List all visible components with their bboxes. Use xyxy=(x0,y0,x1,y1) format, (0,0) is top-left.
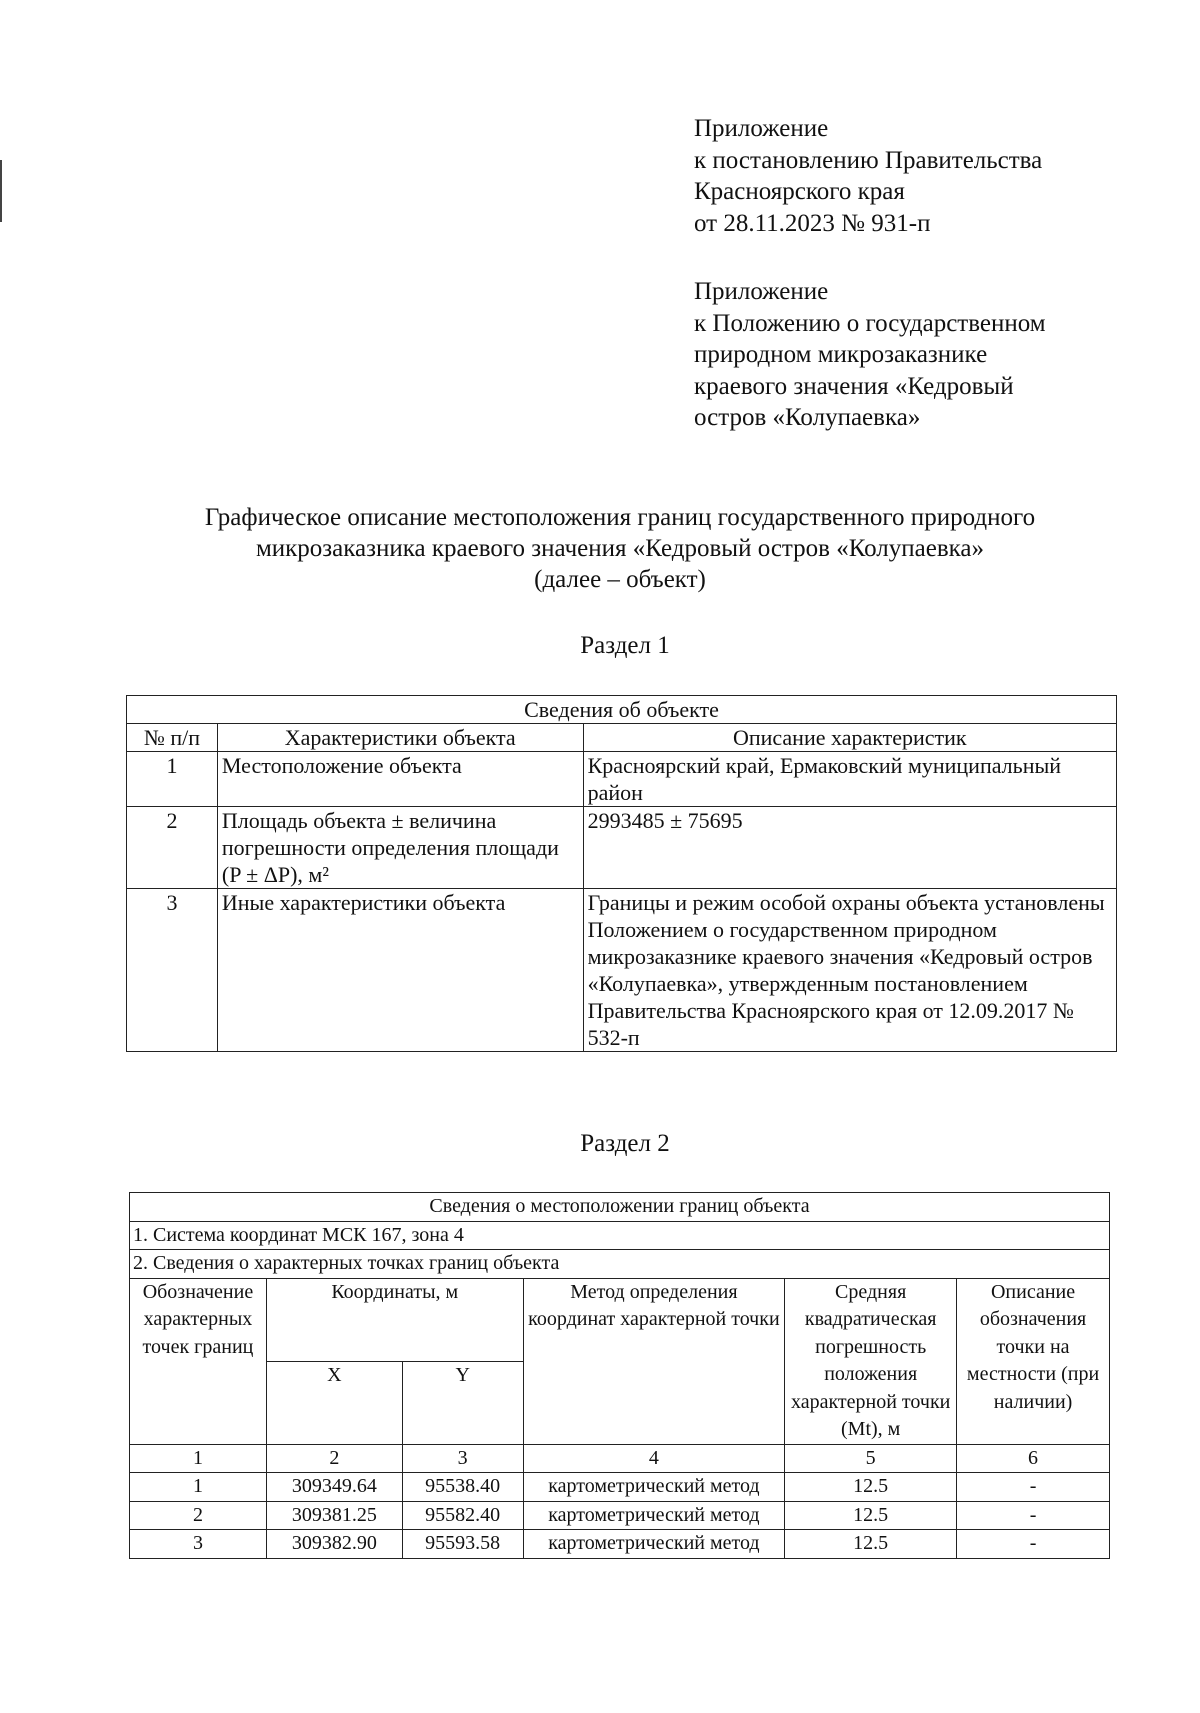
row-num: 3 xyxy=(127,889,218,1052)
point-method: картометрический метод xyxy=(523,1501,785,1530)
table-row xyxy=(127,889,1117,1052)
point-method: картометрический метод xyxy=(523,1473,785,1502)
scan-edge-mark xyxy=(0,160,2,222)
column-number: 3 xyxy=(402,1444,523,1473)
point-x: 309349.64 xyxy=(266,1473,402,1502)
title-line: (далее – объект) xyxy=(534,566,706,593)
column-number: 2 xyxy=(266,1444,402,1473)
point-y: 95582.40 xyxy=(402,1501,523,1530)
appendix-line: Приложение xyxy=(694,278,829,305)
point-number: 1 xyxy=(130,1473,267,1502)
table-row xyxy=(130,1473,1110,1502)
column-number: 4 xyxy=(523,1444,785,1473)
title-line: Графическое описание местоположения границ государственного природного xyxy=(204,504,1036,531)
column-number: 6 xyxy=(957,1444,1110,1473)
row-description: 2993485 ± 75695 xyxy=(583,807,1116,889)
point-error: 12.5 xyxy=(785,1501,957,1530)
table-row xyxy=(127,807,1117,889)
point-x: 309381.25 xyxy=(266,1501,402,1530)
point-description: - xyxy=(957,1501,1110,1530)
row-num: 1 xyxy=(127,752,218,807)
column-numbers-row xyxy=(130,1444,1110,1473)
point-method: картометрический метод xyxy=(523,1530,785,1559)
header-designation: Обозначение характерных точек границ xyxy=(130,1278,267,1444)
header-description: Описание обозначения точки на местности (при наличии) xyxy=(957,1278,1110,1444)
point-number: 3 xyxy=(130,1530,267,1559)
header-num: № п/п xyxy=(127,724,218,752)
table-title: Сведения об объекте xyxy=(127,696,1117,724)
table-title: Сведения о местоположении границ объекта xyxy=(130,1193,1110,1222)
table-row xyxy=(130,1501,1110,1530)
point-number: 2 xyxy=(130,1501,267,1530)
header-description: Описание характеристик xyxy=(583,724,1116,752)
column-number: 5 xyxy=(785,1444,957,1473)
coordinate-system: 1. Система координат МСК 167, зона 4 xyxy=(130,1221,1110,1250)
appendix-note-resolution xyxy=(694,113,1042,239)
appendix-line: Красноярского края xyxy=(694,178,905,205)
appendix-line: остров «Колупаевка» xyxy=(694,404,921,431)
header-coordinates: Координаты, м xyxy=(266,1278,523,1361)
appendix-note-regulation xyxy=(694,276,1046,434)
column-number: 1 xyxy=(130,1444,267,1473)
table-row xyxy=(130,1530,1110,1559)
points-title: 2. Сведения о характерных точках границ объекта xyxy=(130,1250,1110,1279)
table-row xyxy=(127,752,1117,807)
appendix-line: природном микрозаказнике xyxy=(694,341,988,368)
row-description: Красноярский край, Ермаковский муниципальный район xyxy=(583,752,1116,807)
header-method: Метод определения координат характерной точки xyxy=(523,1278,785,1444)
row-num: 2 xyxy=(127,807,218,889)
boundary-points-table xyxy=(129,1192,1110,1559)
point-x: 309382.90 xyxy=(266,1530,402,1559)
row-description: Границы и режим особой охраны объекта установлены Положением о государственном природном микрозаказнике краевого значения «Кедровый остров «Колупаевка», утвержденным постановлением Правительства Красноярского края от 12.09.2017 № 532-п xyxy=(583,889,1116,1052)
header-x: X xyxy=(266,1361,402,1444)
point-y: 95538.40 xyxy=(402,1473,523,1502)
point-error: 12.5 xyxy=(785,1530,957,1559)
row-characteristic: Иные характеристики объекта xyxy=(217,889,583,1052)
section-1-heading: Раздел 1 xyxy=(580,632,670,659)
header-y: Y xyxy=(402,1361,523,1444)
point-description: - xyxy=(957,1530,1110,1559)
section-2-heading: Раздел 2 xyxy=(580,1130,670,1157)
row-characteristic: Площадь объекта ± величина погрешности определения площади (P ± ΔP), м² xyxy=(217,807,583,889)
appendix-line: краевого значения «Кедровый xyxy=(694,372,1014,400)
header-characteristics: Характеристики объекта xyxy=(217,724,583,752)
point-error: 12.5 xyxy=(785,1473,957,1502)
header-error: Средняя квадратическая погрешность положения характерной точки (Mt), м xyxy=(785,1278,957,1444)
appendix-line: к Положению о государственном xyxy=(694,309,1046,337)
point-y: 95593.58 xyxy=(402,1530,523,1559)
point-description: - xyxy=(957,1473,1110,1502)
row-characteristic: Местоположение объекта xyxy=(217,752,583,807)
document-title xyxy=(100,502,1140,595)
title-line: микрозаказника краевого значения «Кедровый остров «Колупаевка» xyxy=(255,535,985,562)
appendix-line: от 28.11.2023 № 931-п xyxy=(694,209,931,237)
appendix-line: Приложение xyxy=(694,115,829,142)
object-info-table xyxy=(126,695,1117,1052)
appendix-line: к постановлению Правительства xyxy=(694,146,1043,174)
